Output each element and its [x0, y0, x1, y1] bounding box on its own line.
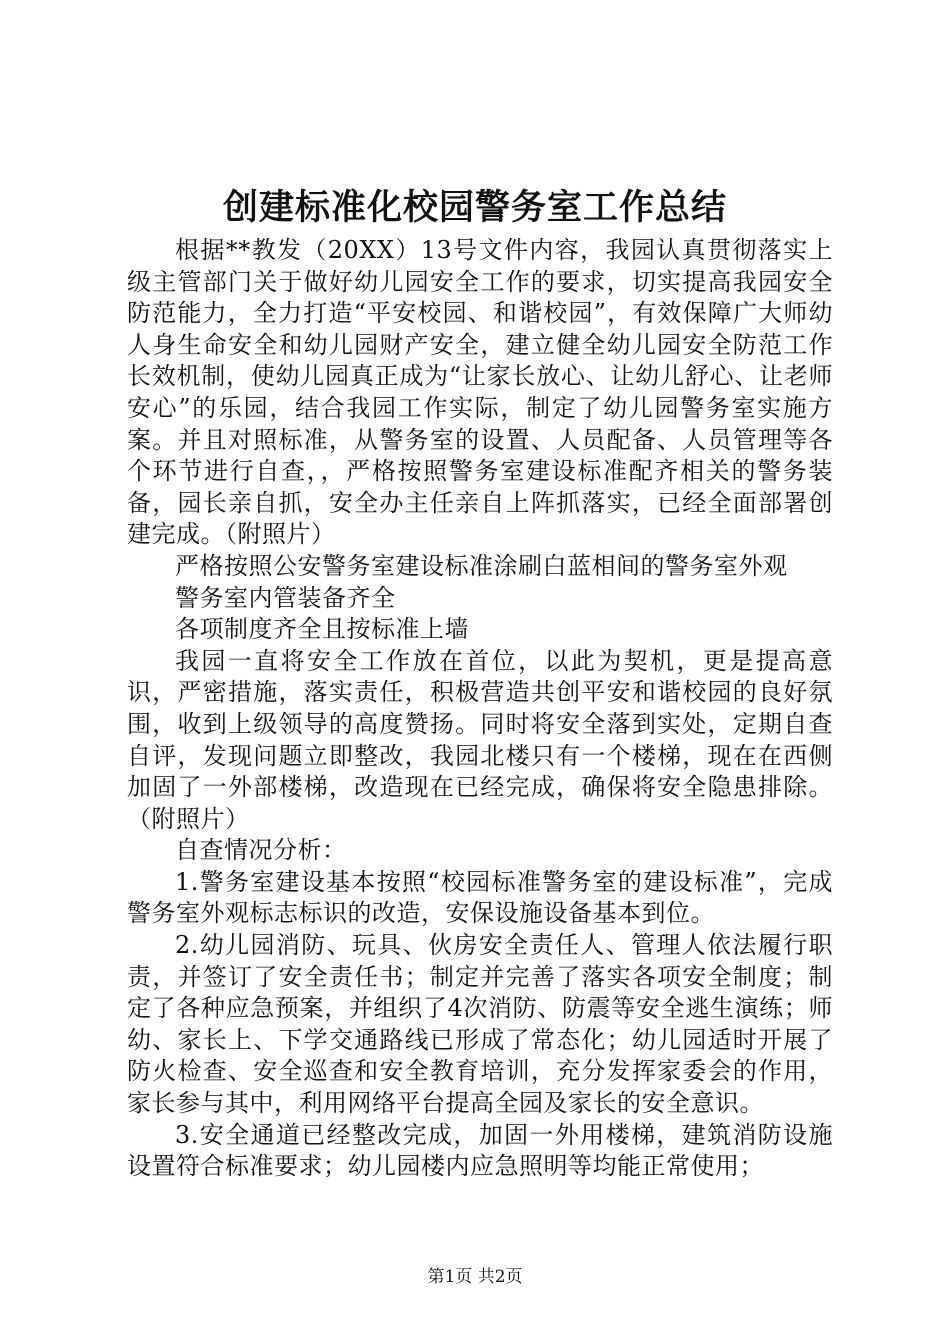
paragraph-item-2: 2.幼儿园消防、玩具、伙房安全责任人、管理人依法履行职责，并签订了安全责任书；制定并完善了落实各项安全制度；制定了各种应急预案，并组织了4次消防、防震等安全逃生演练；师幼、家长上、下学交通路线已形成了常态化；幼儿园适时开展了防火检查、安全巡查和安全教育培训，充分发挥家委会的作用，家长参与其中，利用网络平台提高全园及家长的安全意识。 — [127, 931, 833, 1118]
document-body — [127, 235, 833, 1183]
paragraph-safety-priority: 我园一直将安全工作放在首位，以此为契机，更是提高意识，严密措施，落实责任，积极营造共创平安和谐校园的良好氛围，收到上级领导的高度赞扬。同时将安全落到实处，定期自查自评，发现问题立即整改，我园北楼只有一个楼梯，现在在西侧加固了一外部楼梯，改造现在已经完成，确保将安全隐患排除。（附照片） — [127, 646, 833, 833]
page-number-footer: 第1页 共2页 — [427, 1267, 523, 1287]
paragraph-item-1: 1.警务室建设基本按照“校园标准警务室的建设标准”，完成警务室外观标志标识的改造，安保设施设备基本到位。 — [127, 867, 833, 928]
paragraph-intro: 根据**教发（20XX）13号文件内容，我园认真贯彻落实上级主管部门关于做好幼儿园安全工作的要求，切实提高我园安全防范能力，全力打造“平安校园、和谐校园”，有效保障广大师幼人身生命安全和幼儿园财产安全，建立健全幼儿园安全防范工作长效机制，使幼儿园真正成为“让家长放心、让幼儿舒心、让老师安心”的乐园，结合我园工作实际，制定了幼儿园警务室实施方案。并且对照标准，从警务室的设置、人员配备、人员管理等各个环节进行自查，，严格按照警务室建设标准配齐相关的警务装备，园长亲自抓，安全办主任亲自上阵抓落实，已经全面部署创建完成。（附照片） — [127, 236, 833, 549]
paragraph-item-3: 3.安全通道已经整改完成，加固一外用楼梯，建筑消防设施设置符合标准要求；幼儿园楼内应急照明等均能正常使用； — [127, 1120, 833, 1181]
paragraph-exterior: 严格按照公安警务室建设标准涂刷白蓝相间的警务室外观 — [175, 551, 788, 580]
document-title: 创建标准化校园警务室工作总结 — [222, 187, 727, 228]
paragraph-self-check-heading: 自查情况分析： — [175, 836, 347, 865]
paragraph-rules: 各项制度齐全且按标准上墙 — [175, 615, 469, 644]
paragraph-equipment: 警务室内管装备齐全 — [175, 583, 396, 612]
